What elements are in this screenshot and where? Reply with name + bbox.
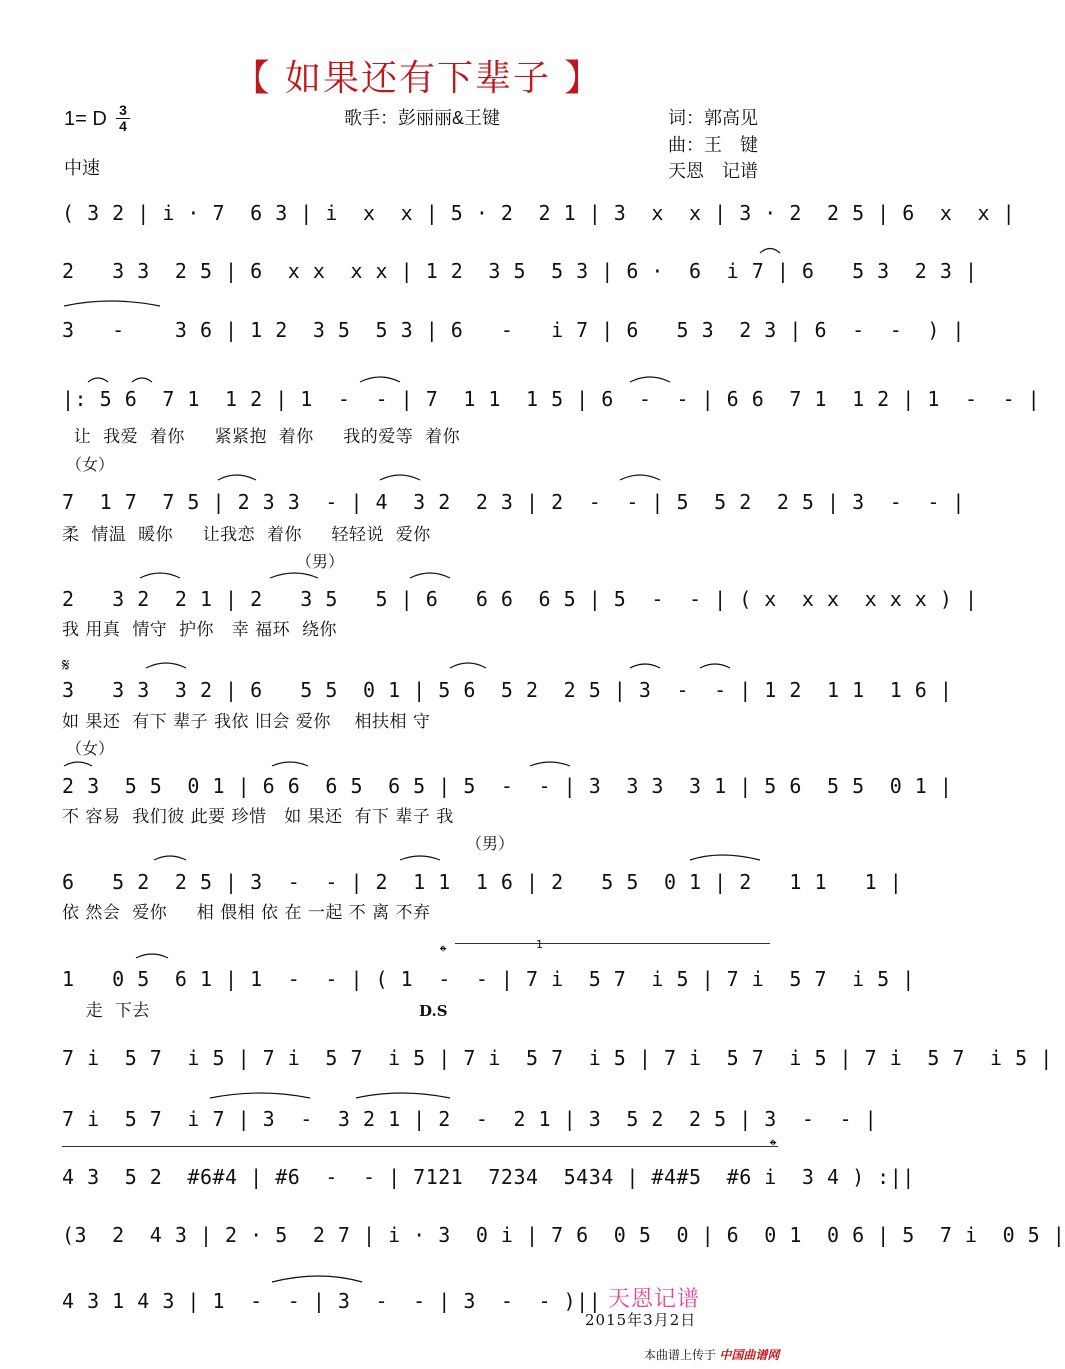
lyric-line-7: 如 果还 有下 辈子 我依 旧会 爱你 相扶相 守 [62,712,431,732]
key-signature: 1= D [64,108,107,130]
song-title: 【 如果还有下辈子 】 [233,58,603,99]
lyric-line-5: 柔 情温 暖你 让我恋 着你 轻轻说 爱你 [62,525,431,545]
singer-credit: 歌手：彭丽丽&王键 [344,108,501,128]
ds-marking: D.S [419,1002,448,1020]
staff-line-1: ( 3 2 | i · 7 6 3 | i x x | 5 · 2 2 1 | 3 x x | 3 · 2 2 5 | 6 x x | [62,201,1016,225]
coda-mark-right: 𝄌 [770,1136,777,1157]
volta-number: 1 [536,938,543,951]
staff-line-6: 2 3 2 2 1 | 2 3 5 5 | 6 6 6 6 5 | 5 - - | ( x x x x x x ) | [62,587,978,611]
staff-line-10: 1 0 5 6 1 | 1 - - | ( 1 - - | 7 i 5 7 i 5 | 7 i 5 7 i 5 | [62,967,915,991]
time-signature-denominator: 4 [119,118,127,134]
staff-line-2: 2 3 3 2 5 | 6 x x x x | 1 2 3 5 5 3 | 6 · 6 i 7 | 6 5 3 2 3 | [62,259,978,283]
lyric-line-4: 让 我爱 着你 紧紧抱 着你 我的爱等 着你 [62,427,461,447]
lyric-line-10: 走 下去 [62,1001,150,1021]
transcriber-stamp: 天恩记谱 [608,1287,701,1312]
transcription-date: 2015年3月2日 [585,1311,697,1329]
role-male-1: （男） [296,552,345,571]
coda-mark-top: 𝄌 [440,942,447,963]
staff-line-4: |: 5 6 7 1 1 2 | 1 - - | 7 1 1 1 5 | 6 - - | 6 6 7 1 1 2 | 1 - - | [62,387,1041,411]
role-female-2: （女） [66,739,115,758]
staff-line-12: 7 i 5 7 i 7 | 3 - 3 2 1 | 2 - 2 1 | 3 5 2 2 5 | 3 - - | [62,1107,878,1131]
staff-line-3: 3 - 3 6 | 1 2 3 5 5 3 | 6 - i 7 | 6 5 3 2 3 | 6 - - ) | [62,318,965,342]
staff-line-9: 6 5 2 2 5 | 3 - - | 2 1 1 1 6 | 2 5 5 0 1 | 2 1 1 1 | [62,870,903,894]
staff-line-13: 4 3 5 2 #6#4 | #6 - - | 7121 7234 5434 | #4#5 #6 i 3 4 ) :|| [62,1165,915,1189]
lyricist-credit: 词：郭高见 [668,108,758,128]
composer-credit: 曲：王 键 [668,135,758,155]
tempo-marking: 中速 [64,158,100,178]
staff-line-11: 7 i 5 7 i 5 | 7 i 5 7 i 5 | 7 i 5 7 i 5 | 7 i 5 7 i 5 | 7 i 5 7 i 5 | [62,1046,1053,1070]
lyric-line-9: 依 然会 爱你 相 偎相 依 在 一起 不 离 不弃 [62,903,431,923]
site-logo[interactable]: 中国曲谱网 [719,1348,780,1362]
staff-line-15: 4 3 1 4 3 | 1 - - | 3 - - | 3 - - )|| [62,1289,602,1313]
lyric-line-6: 我 用真 情守 护你 幸 福环 绕你 [62,620,337,640]
staff-line-7: 3 3 3 3 2 | 6 5 5 0 1 | 5 6 5 2 2 5 | 3 - - | 1 2 1 1 1 6 | [62,678,953,702]
staff-line-14: (3 2 4 3 | 2 · 5 2 7 | i · 3 0 i | 7 6 0 5 0 | 6 0 1 0 6 | 5 7 i 0 5 | [62,1223,1065,1247]
staff-line-8: 2 3 5 5 0 1 | 6 6 6 5 6 5 | 5 - - | 3 3 3 3 1 | 5 6 5 5 0 1 | [62,774,953,798]
upload-credit [644,1346,779,1363]
transcriber-credit: 天恩 记谱 [668,161,758,181]
role-male-2: （男） [466,834,515,853]
lyric-line-8: 不 容易 我们彼 此要 珍惜 如 果还 有下 辈子 我 [62,807,454,827]
upload-note: 本曲谱上传于 [644,1348,717,1362]
role-female-1: （女） [66,455,115,474]
staff-line-5: 7 1 7 7 5 | 2 3 3 - | 4 3 2 2 3 | 2 - - | 5 5 2 2 5 | 3 - - | [62,490,965,514]
segno-mark: 𝄋 [62,655,70,676]
time-signature-numerator: 3 [116,103,130,119]
